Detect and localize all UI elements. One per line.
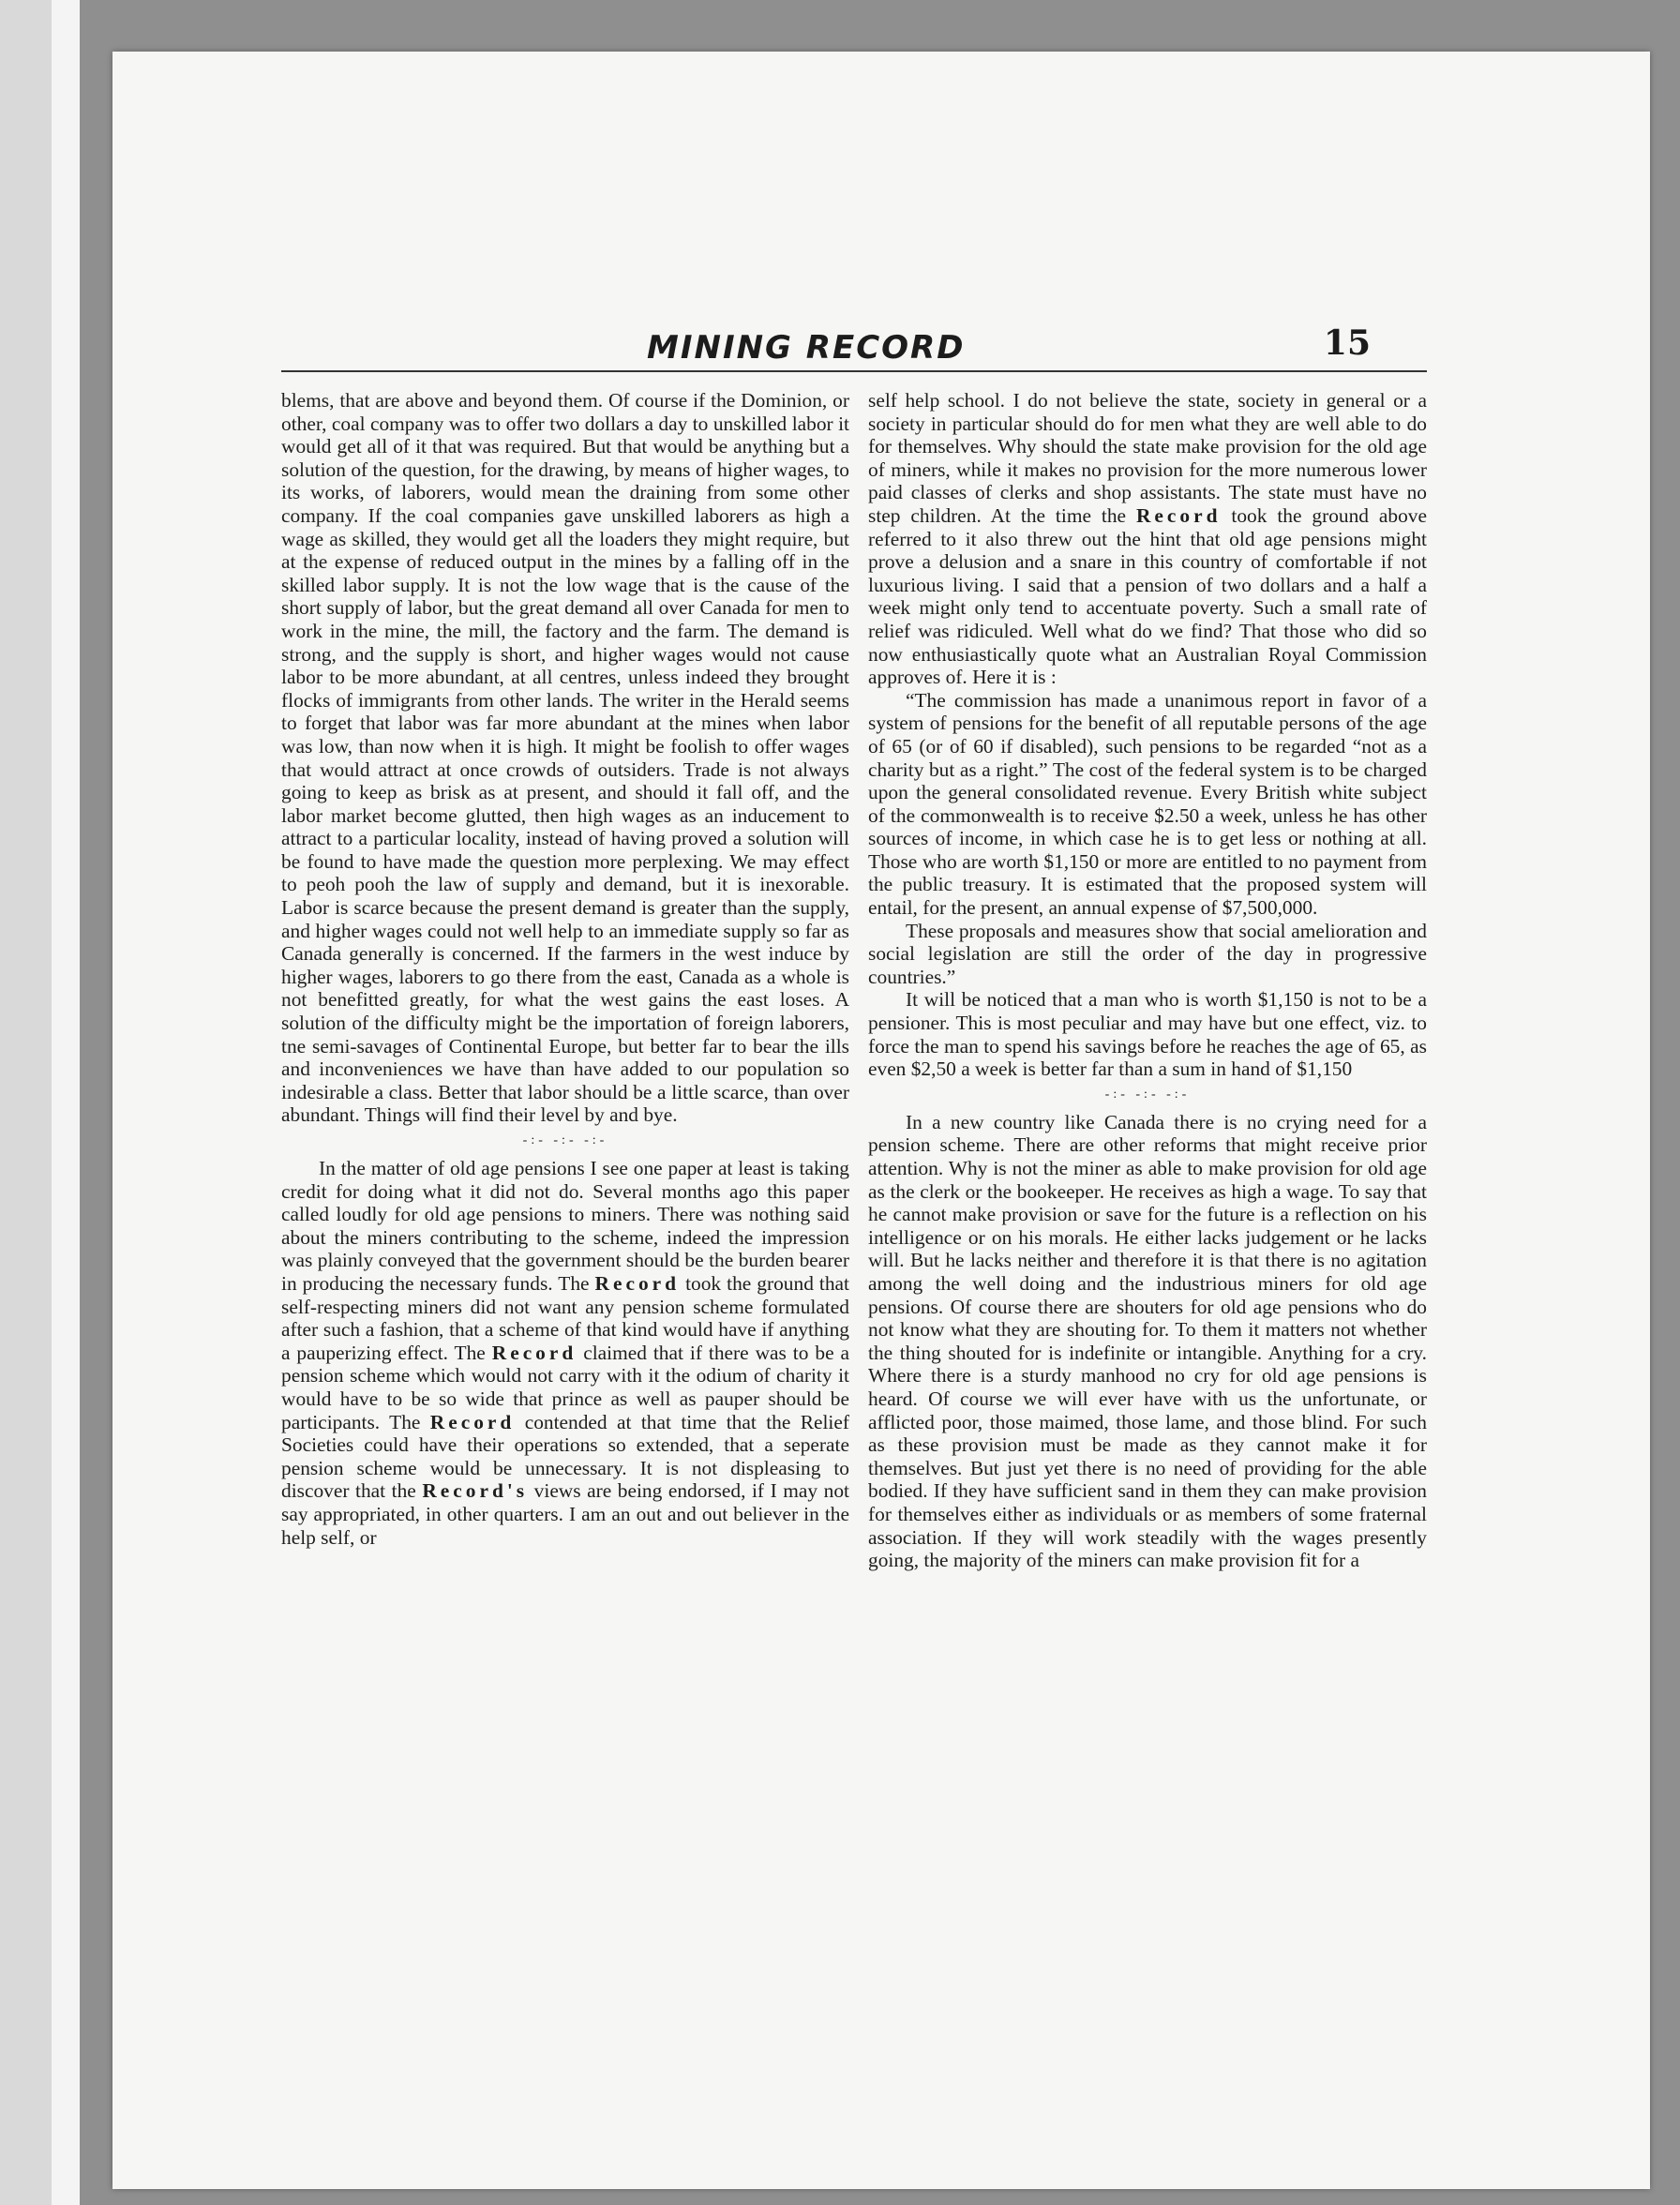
text-run: In the matter of old age pensions I see one paper at least is taking credit for doing what it did not do. Several months ago this paper called loudly for old age pensions to miners. There was nothing said about the miners contributing to the scheme, indeed the impression was plainly conveyed that the government should be the burden bearer in producing the necessary funds. The bbox=[281, 1157, 849, 1295]
section-separator: -:- -:- -:- bbox=[522, 1133, 608, 1148]
previous-page-edge bbox=[0, 0, 66, 2205]
page-content bbox=[281, 323, 1427, 2105]
text-run: contended at that time that the Relief Societies could have their operations so extended, that a seperate pension scheme would be unnecessary. It is not displeasing to discover that the bbox=[281, 1410, 849, 1503]
record-name: Record bbox=[594, 1271, 681, 1295]
section-separator: -:- -:- -:- bbox=[1104, 1087, 1191, 1102]
quote-proposals: These proposals and measures show that social amelioration and social legislation are still the order of the day in progressive countries.” bbox=[868, 919, 1427, 988]
right-column bbox=[868, 389, 1427, 1572]
page-gutter bbox=[52, 0, 80, 2205]
paragraph-labor-supply: blems, that are above and beyond them. Of course if the Dominion, or other, coal company was to offer two dollars a day to unskilled labor it would get all of it that was required. But that would be anything but a solution of the question, for the drawing, by means of higher wages, to its works, of laborers, would mean the draining from some other company. If the coal companies gave unskilled laborers as high a wage as skilled, they would get all the loaders they might require, but at the expense of reduced output in the mines by a falling off in the skilled labor supply. It is not the low wage that is the cause of the short supply of labor, but the great demand all over Canada for men to work in the mine, the mill, the factory and the farm. The demand is strong, and the supply is short, and higher wages would not cause labor to be more abundant, at all centres, unless indeed they brought flocks of immigrants from other lands. The writer in the Herald seems to forget that labor was far more abundant at the mines when labor was low, than now when it is high. It might be foolish to offer wages that would attract at once crowds of outsiders. Trade is not always going to keep as brisk as at present, and should it fall off, and the labor market become glutted, then high wages as an inducement to attract to a particular locality, instead of having proved a solution will be found to have made the question more perplexing. We may effect to peoh pooh the law of supply and demand, but it is inexorable. Labor is scarce because the present demand is greater than the supply, and higher wages could not well help to an immediate supply so far as Canada generally is concerned. If the farmers in the west induce by higher wages, laborers to go there from the east, Canada as a whole is not benefitted greatly, for what the west gains the east loses. A solution of the difficulty might be the importation of foreign laborers, tne semi-savages of Continental Europe, but better far to bear the ills and inconveniences we have than have added to our population so indesirable a class. Better that labor should be a little scarce, than over abundant. Things will find their level by and bye. bbox=[281, 389, 849, 1127]
left-column bbox=[281, 389, 849, 1549]
document-page bbox=[112, 52, 1650, 2189]
record-name: Record bbox=[1135, 503, 1222, 527]
record-name: Record bbox=[491, 1341, 578, 1364]
text-run: claimed that if there was to be a pension scheme which would not carry with it the odium of charity it would have to be so wide that prince as well as pauper should be participants. The bbox=[281, 1341, 850, 1433]
record-name: Record's bbox=[422, 1479, 529, 1503]
running-header bbox=[281, 323, 1427, 378]
journal-title: MINING RECORD bbox=[647, 329, 966, 367]
paragraph-old-age-pensions bbox=[281, 1157, 849, 1549]
paragraph-self-help bbox=[868, 389, 1427, 689]
header-rule bbox=[281, 370, 1427, 372]
text-run: self help school. I do not believe the state, society in general or a society in particular should do for men what they are well able to do for themselves. Why should the state make provision for the old age of miners, while it makes no provision for the more numerous lower paid classes of clerks and shop assistants. The state must have no step children. At the time the bbox=[868, 389, 1427, 527]
record-name: Record bbox=[429, 1410, 516, 1433]
paragraph-new-country: In a new country like Canada there is no crying need for a pension scheme. There are other reforms that might receive prior attention. Why is not the miner as able to make provision for old age as the clerk or the bookeeper. He receives as high a wage. To say that he cannot make provision or save for the future is a reflection on his intelligence or on his morals. He either lacks judgement or he lacks will. But he lacks neither and therefore it is that there is no agitation among the well doing and the industrious miners for old age pensions. Of course there are shouters for old age pensions who do not know what they are shouting for. To them it matters not whether the thing shouted for is indefinite or intangible. Anything for a cry. Where there is a sturdy manhood no cry for old age pensions is heard. Of course we will ever have with us the unfortunate, or afflicted poor, those maimed, those lame, and those blind. For such as these provision must be made as they cannot make it for themselves. But just yet there is no need of providing for the able bodied. If they have sufficient sand in them they can make provision for themselves either as individuals or as members of some fraternal association. If they will work steadily with the wages presently going, the majority of the miners can make provision fit for a bbox=[868, 1110, 1427, 1572]
text-run: took the ground that self-respecting miners did not want any pension scheme formulated after such a fashion, that a scheme of that kind would have if anything a pauperizing effect. The bbox=[281, 1271, 849, 1364]
quote-commission: “The commission has made a unanimous report in favor of a system of pensions for the benefit of all reputable persons of the age of 65 (or of 60 if disabled), such pensions to be regarded “not as a charity but as a right.” The cost of the federal system is to be charged upon the general consolidated revenue. Every British white subject of the commonwealth is to receive $2.50 a week, unless he has other sources of income, in which case he is to get less or nothing at all. Those who are worth $1,150 or more are entitled to no payment from the public treasury. It is estimated that the proposed system will entail, for the present, an annual expense of $7,500,000. bbox=[868, 688, 1427, 920]
text-run: views are being endorsed, if I may not say appropriated, in other quarters. I am an out and out believer in the help self, or bbox=[281, 1479, 849, 1549]
paragraph-pensioner: It will be noticed that a man who is worth $1,150 is not to be a pensioner. This is most peculiar and may have but one effect, viz. to force the man to spend his savings before he reaches the age of 65, as even $2,50 a week is better far than a sum in hand of $1,150 bbox=[868, 988, 1427, 1081]
page-number: 15 bbox=[1323, 323, 1371, 363]
text-run: took the ground above referred to it also threw out the hint that old age pensions might prove a delusion and a snare in this country of comfortable if not luxurious living. I said that a pension of two dollars and a half a week might only tend to accentuate poverty. Such a small rate of relief was ridiculed. Well what do we find? That those who did so now enthusiastically quote what an Australian Royal Commission approves of. Here it is : bbox=[868, 503, 1428, 689]
